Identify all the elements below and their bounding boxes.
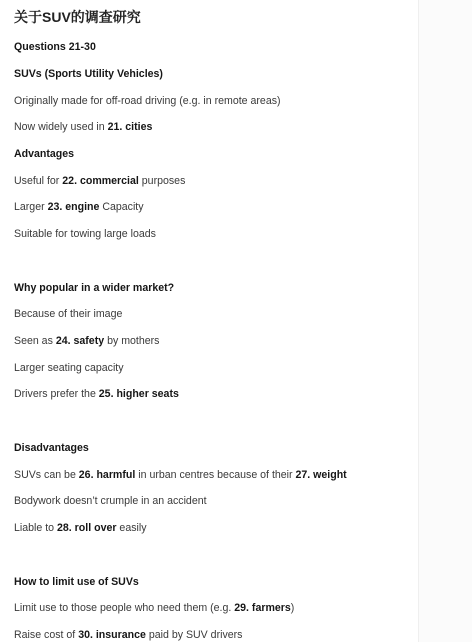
note-text: Drivers prefer the — [14, 388, 99, 400]
note-text: Larger seating capacity — [14, 362, 124, 374]
answer-text: 22. commercial — [62, 175, 139, 187]
note-text: Liable to — [14, 522, 57, 534]
note-text: ) — [290, 602, 295, 614]
note-text: in urban centres because of their — [135, 469, 296, 481]
note-text: easily — [116, 522, 147, 534]
note-line — [14, 227, 156, 241]
note-text: Larger — [14, 201, 48, 213]
note-text: Seen as — [14, 335, 56, 347]
answer-text: 21. cities — [107, 121, 153, 133]
note-text: Raise cost of — [14, 629, 79, 641]
note-line — [14, 200, 144, 214]
note-text: Originally made for off-road driving (e.g. in remote areas) — [14, 95, 281, 107]
note-line — [14, 628, 242, 642]
section-heading: How to limit use of SUVs — [14, 576, 139, 588]
note-text: paid by SUV drivers — [145, 629, 243, 641]
note-text: purposes — [138, 175, 186, 187]
note-text: by mothers — [104, 335, 160, 347]
note-line — [14, 494, 207, 508]
section-heading: Advantages — [14, 148, 75, 160]
note-text: Useful for — [14, 175, 63, 187]
note-line — [14, 174, 185, 188]
note-text: Because of their image — [14, 308, 123, 320]
note-line — [14, 94, 281, 108]
note-text: Bodywork doesn’t crumple in an accident — [14, 495, 207, 507]
section-heading: Why popular in a wider market? — [14, 282, 175, 294]
note-text: Capacity — [99, 201, 144, 213]
note-text: SUVs can be — [14, 469, 79, 481]
answer-text: 27. weight — [295, 469, 347, 481]
answer-text: 26. harmful — [78, 469, 136, 481]
note-line — [14, 521, 147, 535]
note-line — [14, 601, 294, 615]
section-heading: SUVs (Sports Utility Vehicles) — [14, 68, 163, 80]
section-heading: Questions 21-30 — [14, 41, 96, 53]
right-margin — [418, 0, 472, 642]
answer-text: 29. farmers — [234, 602, 291, 614]
note-line — [14, 361, 124, 375]
answer-text: 25. higher seats — [98, 388, 179, 400]
page-title: 关于SUV的调查研究 — [14, 9, 141, 25]
note-line — [14, 307, 122, 321]
note-line — [14, 120, 152, 134]
section-heading: Disadvantages — [14, 442, 89, 454]
answer-text: 23. engine — [47, 201, 100, 213]
answer-text: 24. safety — [55, 335, 105, 347]
note-line — [14, 468, 347, 482]
note-line — [14, 334, 159, 348]
note-text: Now widely used in — [14, 121, 108, 133]
answer-text: 28. roll over — [57, 522, 117, 534]
note-text: Suitable for towing large loads — [14, 228, 156, 240]
note-line — [14, 387, 179, 401]
answer-text: 30. insurance — [78, 629, 146, 641]
note-text: Limit use to those people who need them (e.g. — [14, 602, 235, 614]
